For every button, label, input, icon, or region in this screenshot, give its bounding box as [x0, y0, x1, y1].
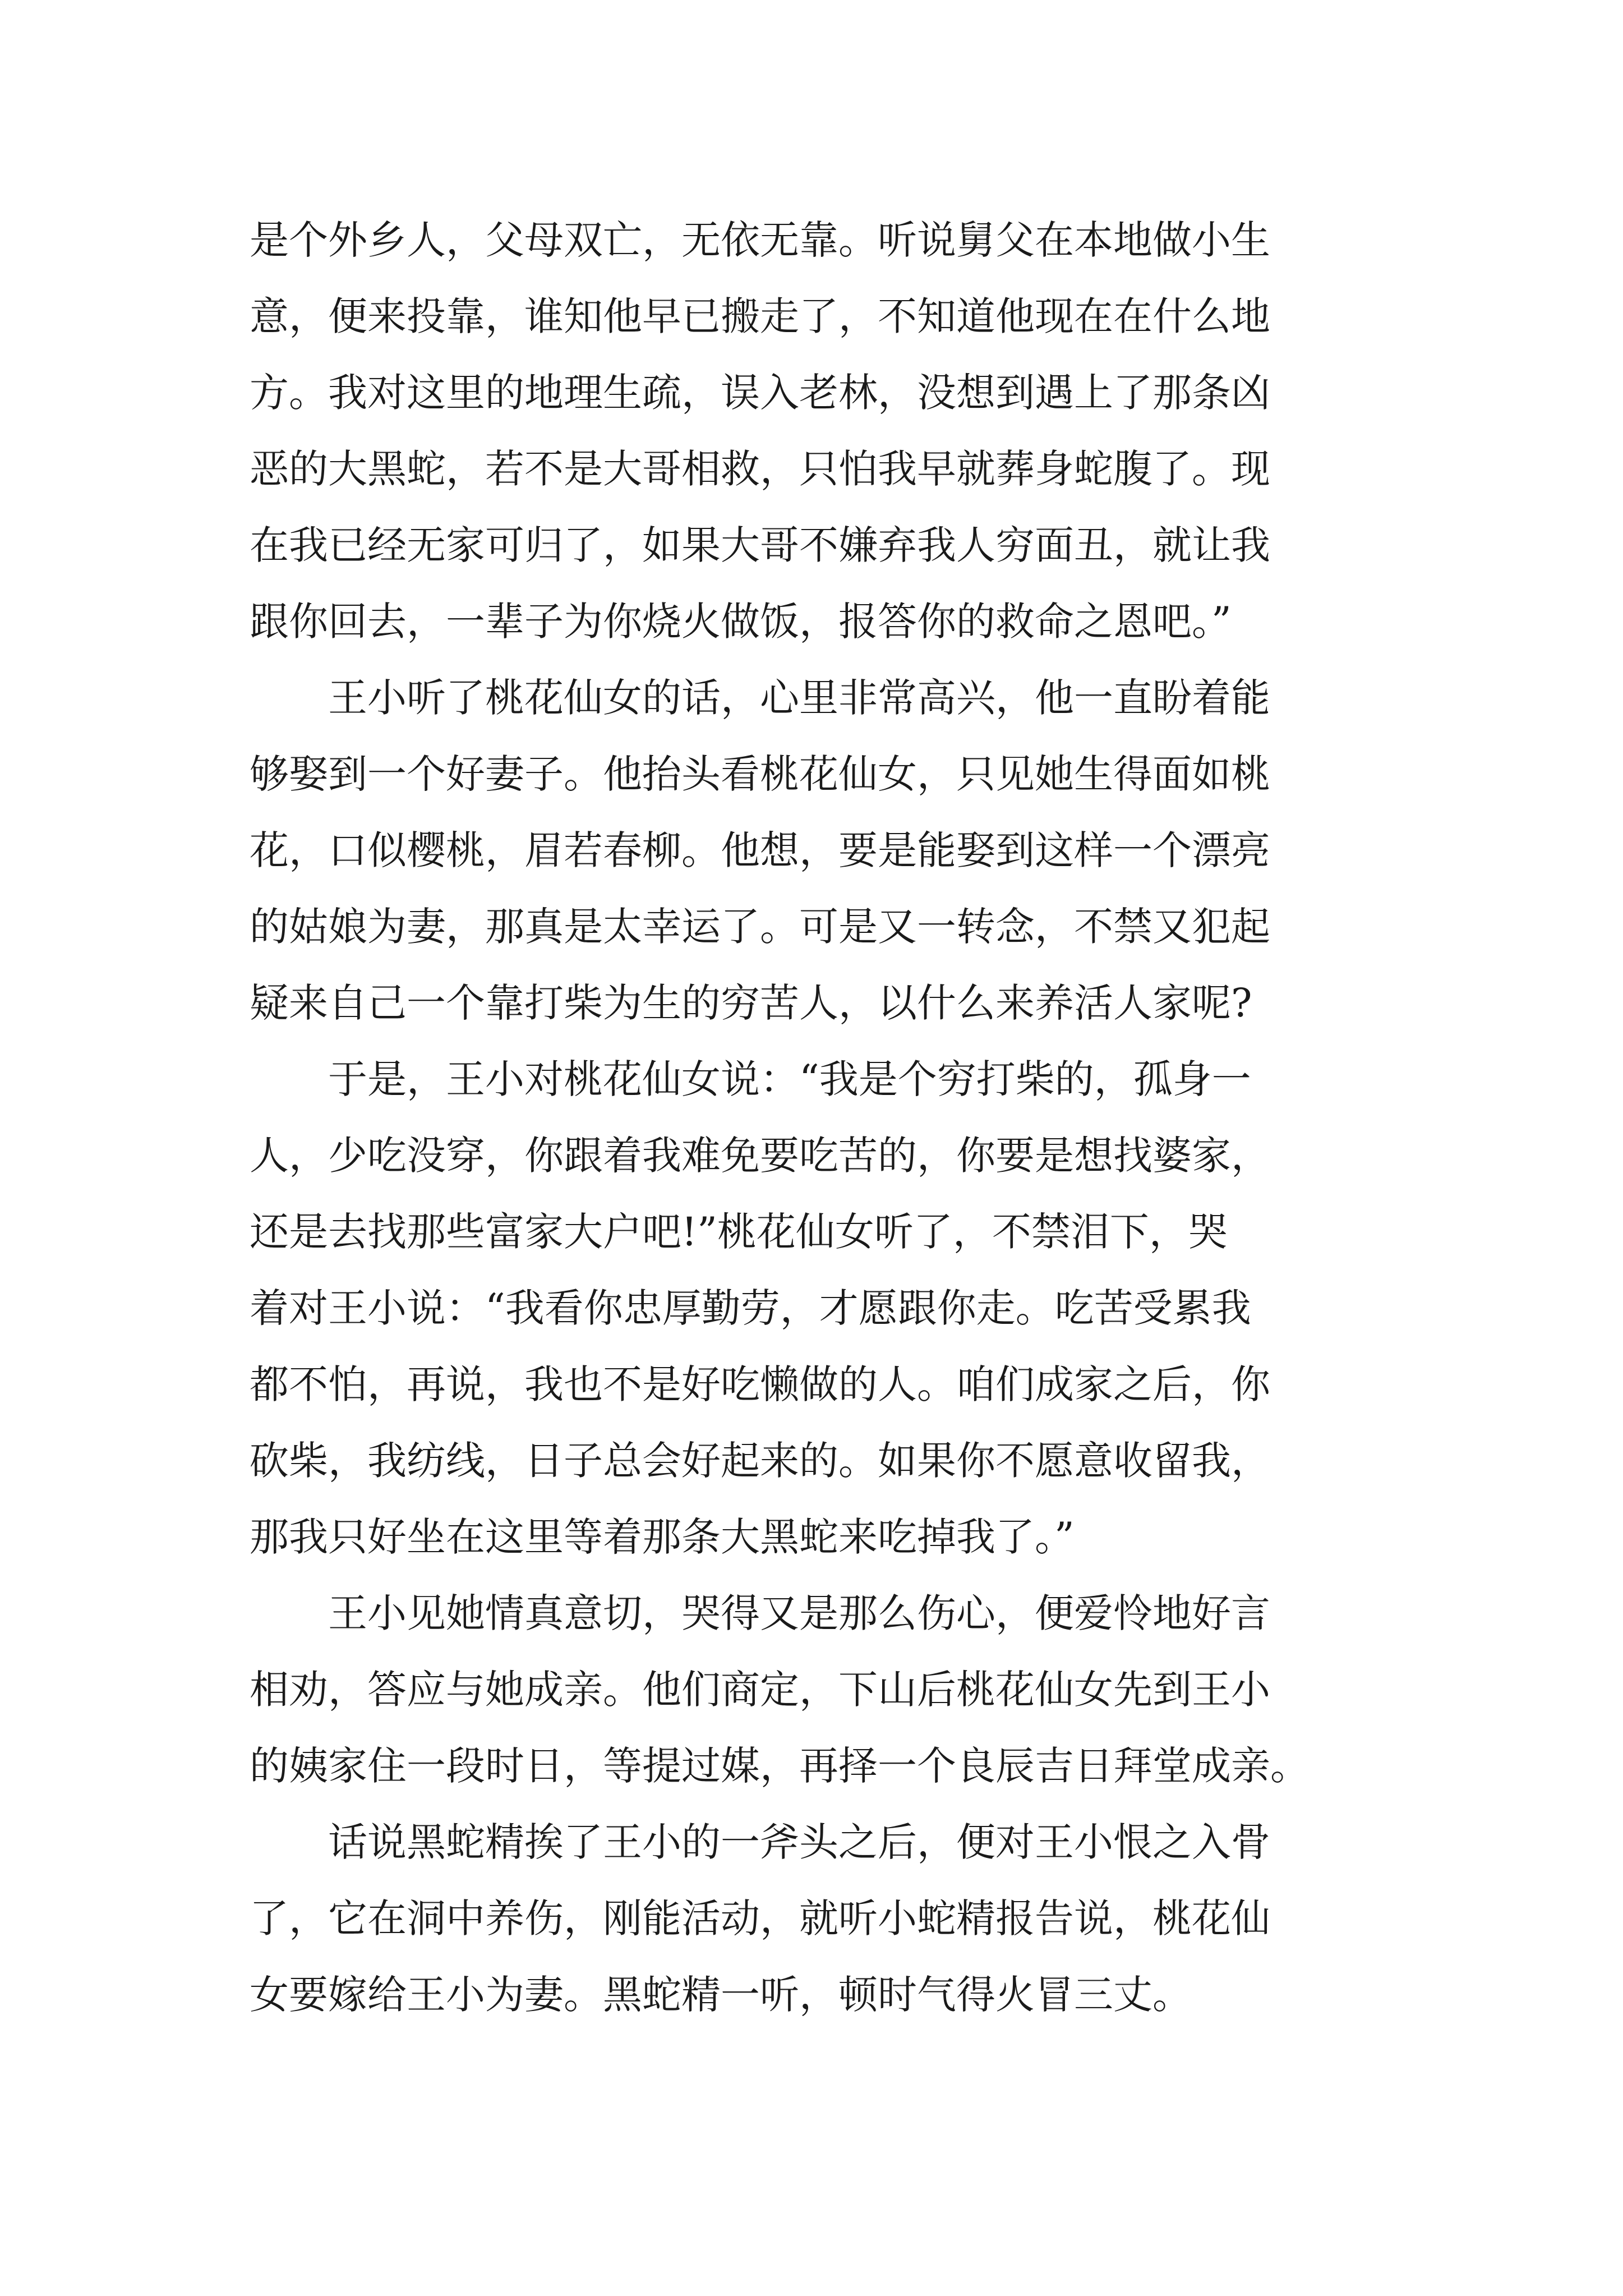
text-line: 疑来自己一个靠打柴为生的穷苦人，以什么来养活人家呢?: [250, 980, 1252, 1026]
text-line: 人，少吃没穿，你跟着我难免要吃苦的，你要是想找婆家，: [250, 1133, 1270, 1179]
paragraph-3: [250, 1041, 1394, 1575]
paragraph-5: [250, 1804, 1394, 2033]
paragraph-4: [250, 1575, 1394, 1804]
text-line: 话说黑蛇精挨了王小的一斧头之后，便对王小恨之入骨: [328, 1819, 1270, 1865]
text-line: 的姨家住一段时日，等提过媒，再择一个良辰吉日拜堂成亲。: [250, 1743, 1310, 1789]
text-line: 那我只好坐在这里等着那条大黑蛇来吃掉我了。”: [250, 1514, 1075, 1560]
text-line: 王小见她情真意切，哭得又是那么伤心，便爱怜地好言: [328, 1590, 1270, 1636]
text-line: 还是去找那些富家大户吧!”桃花仙女听了，不禁泪下，哭: [250, 1209, 1228, 1255]
text-line: 砍柴，我纺线，日子总会好起来的。如果你不愿意收留我，: [250, 1438, 1270, 1484]
text-line: 意，便来投靠，谁知他早已搬走了，不知道他现在在什么地: [250, 293, 1270, 339]
text-line: 都不怕，再说，我也不是好吃懒做的人。咱们成家之后，你: [250, 1361, 1270, 1407]
text-line: 着对王小说：“我看你忠厚勤劳，才愿跟你走。吃苦受累我: [250, 1285, 1251, 1331]
text-line: 的姑娘为妻，那真是太幸运了。可是又一转念，不禁又犯起: [250, 904, 1270, 950]
paragraph-1: [250, 202, 1394, 660]
text-line: 跟你回去，一辈子为你烧火做饭，报答你的救命之恩吧。”: [250, 599, 1232, 645]
text-line: 花，口似樱桃，眉若春柳。他想，要是能娶到这样一个漂亮: [250, 827, 1270, 873]
text-line: 王小听了桃花仙女的话，心里非常高兴，他一直盼着能: [328, 675, 1270, 721]
text-line: 方。我对这里的地理生疏，误入老林，没想到遇上了那条凶: [250, 370, 1270, 416]
text-line: 在我已经无家可归了，如果大哥不嫌弃我人穷面丑，就让我: [250, 522, 1270, 568]
text-line: 够娶到一个好妻子。他抬头看桃花仙女，只见她生得面如桃: [250, 751, 1270, 797]
document-body: [250, 202, 1394, 2033]
text-line: 于是，王小对桃花仙女说：“我是个穷打柴的，孤身一: [328, 1056, 1251, 1102]
text-line: 相劝，答应与她成亲。他们商定，下山后桃花仙女先到王小: [250, 1667, 1270, 1713]
text-line: 恶的大黑蛇，若不是大哥相救，只怕我早就葬身蛇腹了。现: [250, 446, 1270, 492]
text-line: 女要嫁给王小为妻。黑蛇精一听，顿时气得火冒三丈。: [250, 1972, 1192, 2018]
paragraph-2: [250, 660, 1394, 1041]
text-line: 了，它在洞中养伤，刚能活动，就听小蛇精报告说，桃花仙: [250, 1895, 1270, 1941]
text-line: 是个外乡人，父母双亡，无依无靠。听说舅父在本地做小生: [250, 217, 1270, 263]
